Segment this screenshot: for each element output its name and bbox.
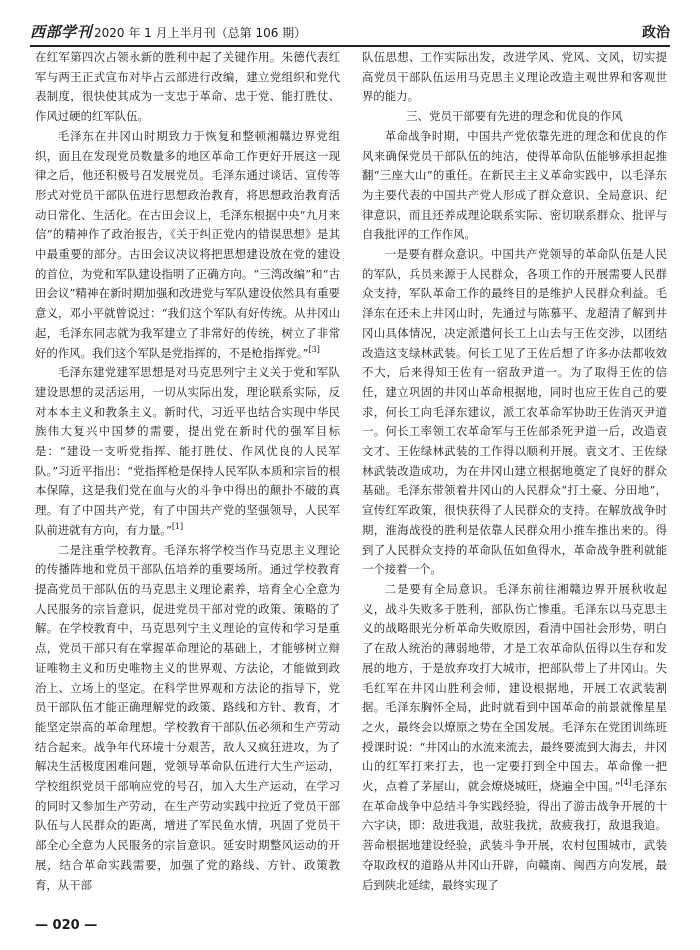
left-column [35,48,340,910]
page-number: — 020 — [35,918,98,933]
paragraph [35,363,340,540]
paragraph [362,127,667,245]
paragraph-text: 队伍思想、工作实际出发，改进学风、党风、文风，切实提高党员干部队伍运用马克思主义理论改造主观世界和客观世界的能力。 [362,50,667,104]
page-header [30,18,670,47]
citation-marker: [4] [620,778,632,788]
issue-info: 2020 年 1 月上半月刊（总第 106 期） [94,26,307,40]
citation-marker: [1] [171,522,184,532]
header-left [30,21,306,42]
right-column [362,48,667,910]
paragraph-text: 二是要有全局意识。毛泽东前往湘赣边界开展秋收起义，战斗失败多于胜利，部队伤亡惨重。毛泽东以马克思主义的战略眼光分析革命失败原因，看清中国社会形势，明白了在敌人统治的薄弱地带，才是工农革命队伍得以生存和发展的地方，于是放弃攻打大城市，把部队带上了井冈山。失毛红军在井冈山胜利会师，建设根据地，开展工农武装割据。毛泽东胸怀全局，此时就看到中国革命的前景就像星星之火，最终会以燎原之势在全国发展。毛泽东在党团训练班授课时说：“井冈山的水流来流去，最终要流到大海去，井冈山的红军打来打去，也一定要打到全中国去。革命像一把火，点着了茅屋山，就会燎烧城旺，烧遍全中国。” [362,581,667,794]
paragraph [35,48,340,127]
paragraph [35,541,340,896]
citation-marker: [3] [308,344,320,354]
paragraph-text: 二是注重学校教育。毛泽东将学校当作马克思主义理论的传播阵地和党员干部队伍培养的重要场所。通过学校教育提高党员干部队伍的马克思主义理论素养，培育全心全意为人民服务的宗旨意识，促进党员干部对党的政策、策略的了解。在学校教育中，马克思列宁主义理论的宣传和学习是重点，党员干部只有在掌握革命理论的基础上，才能够树立辩证唯物主义和历史唯物主义的世界观、方法论，才能做到政治上、立场上的坚定。在科学世界观和方法论的指导下，党员干部队伍才能正确理解党的政策、路线和方针、教育，才能坚定崇高的革命理想。学校教育干部队伍必须和生产劳动结合起来。战争年代环境十分艰苦，敌人又疯狂进攻，为了解决生活极度困难问题，党领导革命队伍进行大生产运动，学校组织党员干部响应党的号召，加入大生产运动，在学习的同时又参加生产劳动，在生产劳动实践中拉近了党员干部队伍与人民群众的距离，增进了军民鱼水情，巩固了党员干部全心全意为人民服务的宗旨意识。延安时期整风运动的开展，结合革命实践需要，加强了党的路线、方针、政策教育，从干部 [35,542,340,892]
section-label: 政治 [642,25,670,41]
paragraph [362,245,667,580]
paragraph-text-continued: 毛泽东在革命战争中总结斗争实践经验，得出了游击战争开展的十六字诀，即：敌进我退，敌驻我扰，敌疲我打，敌退我追。菩命根据地建设经验，武装斗争开展，农村包围城市，武装夺取政权的道路从井冈山开辟，向赣南、闽西方向发展，最后到陕北延续，最终实现了 [362,779,667,892]
paragraph-text: 革命战争时期，中国共产党依靠先进的理念和优良的作风来确保党员干部队伍的纯洁，使得革命队伍能够承担起推翻“三座大山”的重任。在新民主主义革命实践中，以毛泽东为主要代表的中国共产党人形成了群众意识、全局意识、纪律意识，而且还养成理论联系实际、密切联系群众、批评与自我批评的工作作风。 [362,128,667,242]
paragraph [362,580,667,895]
paragraph [362,48,667,107]
paragraph-text: 三、党员干部要有先进的理念和优良的作风 [406,109,623,124]
paragraph-text: 在红军第四次占领永新的胜利中起了关键作用。朱德代表红军与两王正式宣布对毕占云部进行改编，建立党组织和党代表制度，很快使其成为一支忠于革命、忠于党、能打胜仗、作风过硬的红军队伍。 [35,50,340,124]
paragraph-text: 一是要有群众意识。中国共产党领导的革命队伍是人民的军队，兵员来源于人民群众，各项工作的开展需要人民群众支持，军队革命工作的最终目的是维护人民群众利益。毛泽东在还未上井冈山时，先通过与陈慕平、龙超清了解到井冈山具体情况，决定派遣何长工上山去与王佐交涉，以团结改造这支绿林武装。何长工见了王佐后想了许多办法都收效不大，后来得知王佐有一宿敌尹道一。为了取得王佐的信任，建立巩固的井冈山革命根据地，同时也应王佐自己的要求，何长工向毛泽东建议，派工农革命军协助王佐消灭尹道一。何长工率领工农革命军与王佐部杀死尹道一后，改造袁文才、王佐绿林武装的工作得以顺利开展。袁文才、王佐绿林武装改造成功，为在井冈山建立根据地奠定了良好的群众基础。毛泽东带领着井冈山的人民群众“打土豪、分田地”，宣传红军政策，很快获得了人民群众的支持。在解放战争时期，淮海战役的胜利是依靠人民群众用小推车推出来的。得到了人民群众支持的革命队伍如鱼得水，革命战争胜利就能一个接着一个。 [362,247,667,577]
section-heading [362,107,667,127]
paragraph [35,127,340,363]
paragraph-text: 毛泽东建党建军思想是对马克思列宁主义关于党和军队建设思想的灵活运用，一切从实际出发，理论联系实际，反对本本主义和教条主义。新时代，习近平也结合实现中华民族伟大复兴中国梦的需要，提出党在新时代的强军目标是：“建设一支听党指挥、能打胜仗、作风优良的人民军队。”习近平指出：“党指挥枪是保持人民军队本质和宗旨的根本保障，这是我们党在血与火的斗争中得出的颠扑不破的真理。有了中国共产党，有了中国共产党的坚强领导，人民军队前进就有方向，有力量。” [35,365,340,537]
journal-logo: 西部学刊 [30,23,93,41]
paragraph-text: 毛泽东在井冈山时期致力于恢复和整顿湘赣边界党组织，面且在发现党员数量多的地区革命工作更好开展这一现律之后，他还积极号召发展党员。毛泽东通过谈话、宣传等形式对党员干部队伍进行思想政治教育，将思想政治教育活动日常化、生活化。在古田会议上，毛泽东根据中央“九月来信”的精神作了政治报告，《关于纠正党内的错误思想》是其中最重要的部分。古田会议决议将把思想建设放在党的建设的首位，为党和军队建设指明了正确方向。“三湾改编”和“古田会议”精神在新时期加强和改进党与军队建设依然具有重要意义，邓小平就曾说过：“我们这个军队有好传统。从井冈山起，毛泽东同志就为我军建立了非常好的传统，树立了非常好的作风。我们这个军队是党指挥的，不是枪指挥党。” [35,128,340,360]
